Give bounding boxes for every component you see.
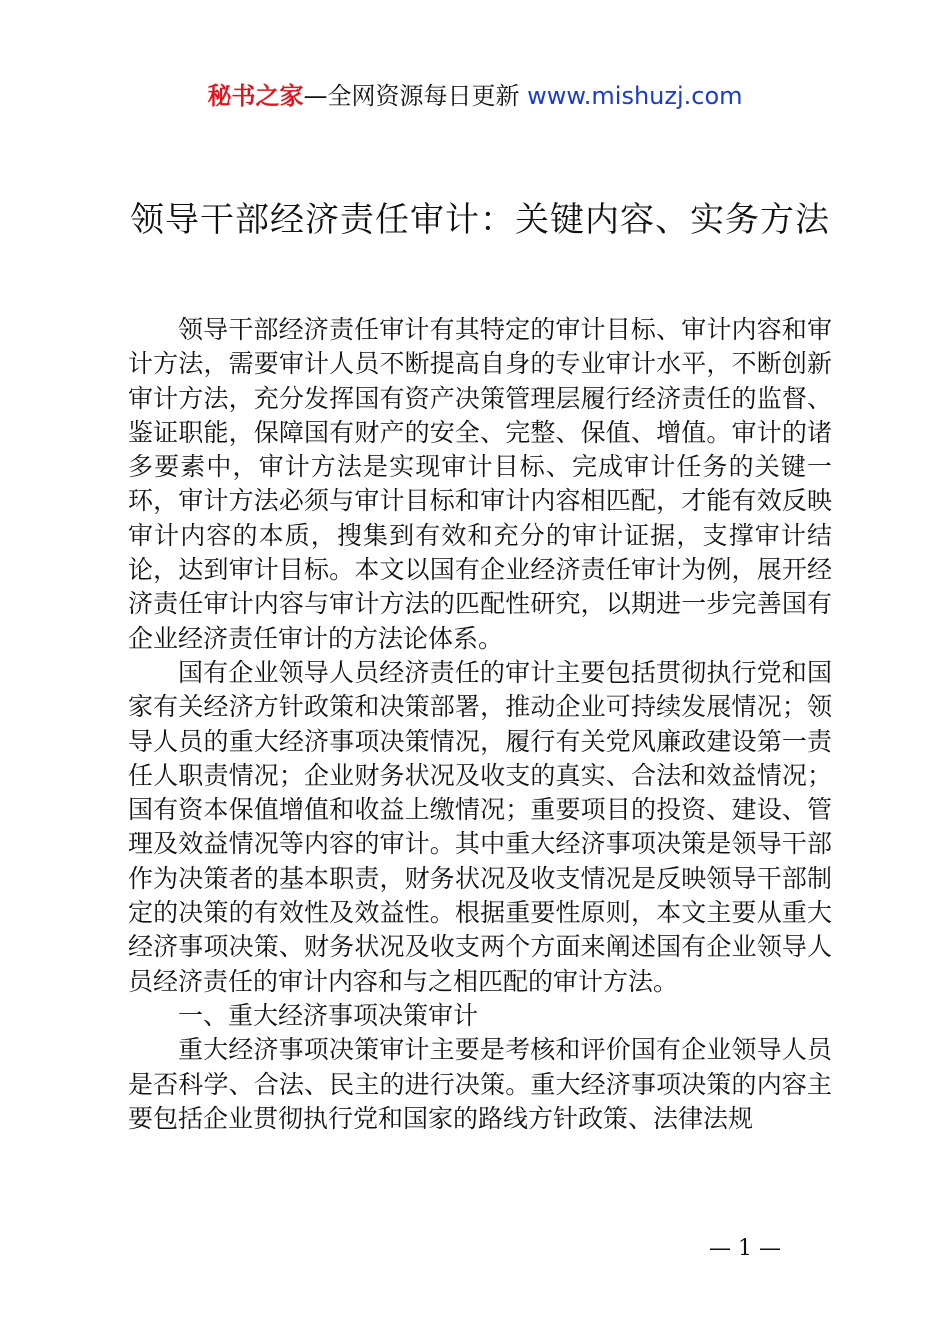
- document-body: [128, 313, 832, 1136]
- paragraph-scope: 国有企业领导人员经济责任的审计主要包括贯彻执行党和国家有关经济方针政策和决策部署，推动企业可持续发展情况；领导人员的重大经济事项决策情况，履行有关党风廉政建设第一责任人职责情况；企业财务状况及收支的真实、合法和效益情况；国有资本保值增值和收益上缴情况；重要项目的投资、建设、管理及效益情况等内容的审计。其中重大经济事项决策是领导干部作为决策者的基本职责，财务状况及收支情况是反映领导干部制定的决策的有效性及效益性。根据重要性原则，本文主要从重大经济事项决策、财务状况及收支两个方面来阐述国有企业领导人员经济责任的审计内容和与之相匹配的审计方法。: [128, 657, 832, 996]
- site-url-link[interactable]: www.mishuzj.com: [527, 82, 743, 110]
- document-title: 领导干部经济责任审计：关键内容、实务方法: [130, 200, 830, 240]
- paragraph-section-one: 重大经济事项决策审计主要是考核和评价国有企业领导人员是否科学、合法、民主的进行决策。重大经济事项决策的内容主要包括企业贯彻执行党和国家的路线方针政策、法律法规: [128, 1035, 832, 1133]
- section-heading: 一、重大经济事项决策审计: [178, 1000, 479, 1030]
- paragraph-intro: 领导干部经济责任审计有其特定的审计目标、审计内容和审计方法，需要审计人员不断提高自身的专业审计水平，不断创新审计方法，充分发挥国有资产决策管理层履行经济责任的监督、鉴证职能，保障国有财产的安全、完整、保值、增值。审计的诸多要素中，审计方法是实现审计目标、完成审计任务的关键一环，审计方法必须与审计目标和审计内容相匹配，才能有效反映审计内容的本质，搜集到有效和充分的审计证据，支撑审计结论，达到审计目标。本文以国有企业经济责任审计为例，展开经济责任审计内容与审计方法的匹配性研究，以期进一步完善国有企业经济责任审计的方法论体系。: [128, 315, 832, 653]
- site-slogan: —全网资源每日更新: [303, 82, 528, 110]
- page-number: — 1 —: [709, 1236, 781, 1261]
- site-brand: 秘书之家: [207, 82, 304, 110]
- site-header: [0, 80, 950, 112]
